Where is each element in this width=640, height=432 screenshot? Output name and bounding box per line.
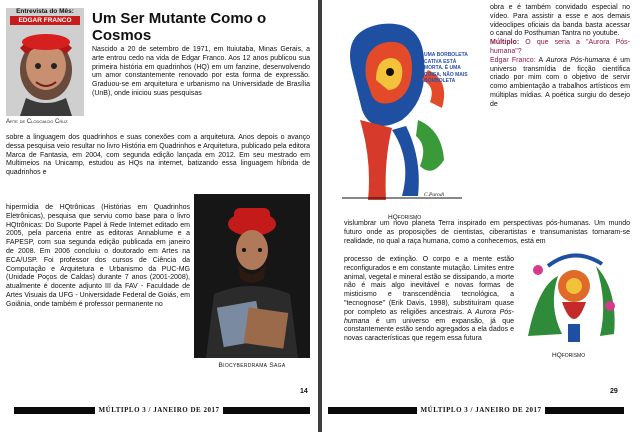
artist-photo	[194, 194, 310, 358]
answer-label: Edgar Franco:	[490, 56, 536, 64]
footer-left	[0, 406, 318, 414]
artist-photo-credit: Biocyberdrama Saga	[218, 362, 286, 369]
right-page	[322, 0, 640, 432]
art-signature: C.Parodi	[424, 192, 445, 198]
illustration-2-credit: HQforismo	[552, 352, 586, 359]
right-col2-em: Aurora Pós-humana	[344, 308, 514, 325]
portrait-caption: Entrevista do Mês:	[16, 8, 74, 15]
answer-em: Aurora Pós-humana	[545, 56, 610, 64]
portrait-illustration	[6, 8, 84, 116]
answer-text: é um universo transmídia de ficção científica criado por mim com o objetivo de servir como ambientação a trabalhos artísticos em múltiplas mídias. A poética surgiu do desejo de	[490, 56, 630, 108]
art-bubble-text: UMA BORBOLETA CATIVA ESTÁ MORTA. É UMA COISA, NÃO MAIS BORBOLETA	[424, 52, 468, 84]
artist-photo-art	[194, 194, 310, 358]
footer-right-text: MÚLTIPLO 3 / JANEIRO DE 2017	[417, 406, 546, 414]
question-label: Múltiplo:	[490, 39, 520, 47]
hqforismo-illustration-1	[332, 10, 472, 220]
footer-right	[322, 406, 640, 414]
body-paragraph-wide: sobre a linguagem dos quadrinhos e suas conexões com a arquitetura. Anos depois o avanço dessa pesquisa veio resultar no livro História em Quadrinhos e Arquitetura, publicado pela editora Marca de Fantasia, em 2004, com segunda edição lançada em 2012. Em seu mestrado em Multimeios na Unicamp, estudou as HQs na internet, batizando essa linguagem híbrida de quadrinhos e	[6, 134, 310, 177]
right-col2-text-b: é um universo em expansão, já que constantemente estão sendo agregados a ela dados e novas características que regem essa futura	[344, 317, 514, 343]
answer-intro: A	[535, 56, 546, 64]
hqforismo-art-1	[332, 10, 472, 210]
left-page	[0, 0, 318, 432]
body-paragraph-narrow: hipermídia de HQtrônicas (Histórias em Quadrinhos Eletrônicas), pesquisa que serviu como base para o livro HQtrônicas: Do Suporte Papel à Rede Internet editado em 2005, pela parceria entre as editoras Annablume e a FAPESP, com sua segunda edição publicada em janeiro de 2008. Em 2006 concluiu o doutorado em Artes na ECA/USP. Foi professor dos cursos de Ciência da Computação e Arquitetura e Urbanismo da PUC-MG (Unidade Poços de Caldas) durante 7 anos (2001-2008), atualmente é docente adjunto III da FAV - Faculdade de Artes Visuais da UFG - Universidade Federal de Goiás, em Goiânia, onde também é professor permanente no	[6, 204, 190, 308]
hqforismo-art-2	[518, 246, 628, 346]
right-column-2	[344, 256, 514, 344]
intro-paragraph: Nascido a 20 de setembro de 1971, em Ituiutaba, Minas Gerais, a arte entrou cedo na vida de Edgar Franco. Aos 12 anos publicou sua primeira história em quadrinhos (HQ) em um fanzine, desenvolvendo um amor constantemente renovado por esta forma de expressão. Graduou-se em arquitetura e urbanismo na Universidade de Brasília (UnB), onde iniciou suas pesquisas	[92, 46, 310, 97]
right-col1-text: obra e é também convidado especial no vídeo. Para assistir a esse e aos demais videoclipes oficiais da banda basta acessar o canal do Posthuman Tantra no youtube.	[490, 4, 630, 38]
page-number-left: 14	[300, 388, 308, 395]
illustration-1-credit: HQforismo	[388, 214, 422, 221]
right-column-1	[490, 4, 630, 110]
portrait-credit: Arte de Clodoaldo Cruz	[6, 119, 68, 125]
question-text: O que seria a "Aurora Pós-humana"?	[490, 39, 630, 55]
article-title: Um Ser Mutante Como o Cosmos	[92, 10, 267, 44]
right-paragraph-wide: vislumbrar um novo planeta Terra inspirado em perspectivas pós-humanas. Um mundo futuro onde as proposições de cientistas, ciberartistas e transumanistas tornaram-se realidade, no qual a raça humana, como a conhecemos, está em	[344, 220, 630, 245]
hqforismo-illustration-2	[518, 246, 628, 346]
page-number-right: 29	[610, 388, 618, 395]
footer-left-text: MÚLTIPLO 3 / JANEIRO DE 2017	[95, 406, 224, 414]
right-col2-text-a: processo de extinção. O corpo e a mente estão reconfigurados e em constante mutação. Limites entre animal, vegetal e mineral estão se dissipando, a morte não é mais algo inevitável e novas formas de misticismo e transcendência tecnológica, a "tecnognose" (Erik Davis, 1998), substituíram quase por completo as religiões ancestrais. A	[344, 256, 514, 316]
portrait-name-banner: EDGAR FRANCO	[10, 16, 80, 25]
